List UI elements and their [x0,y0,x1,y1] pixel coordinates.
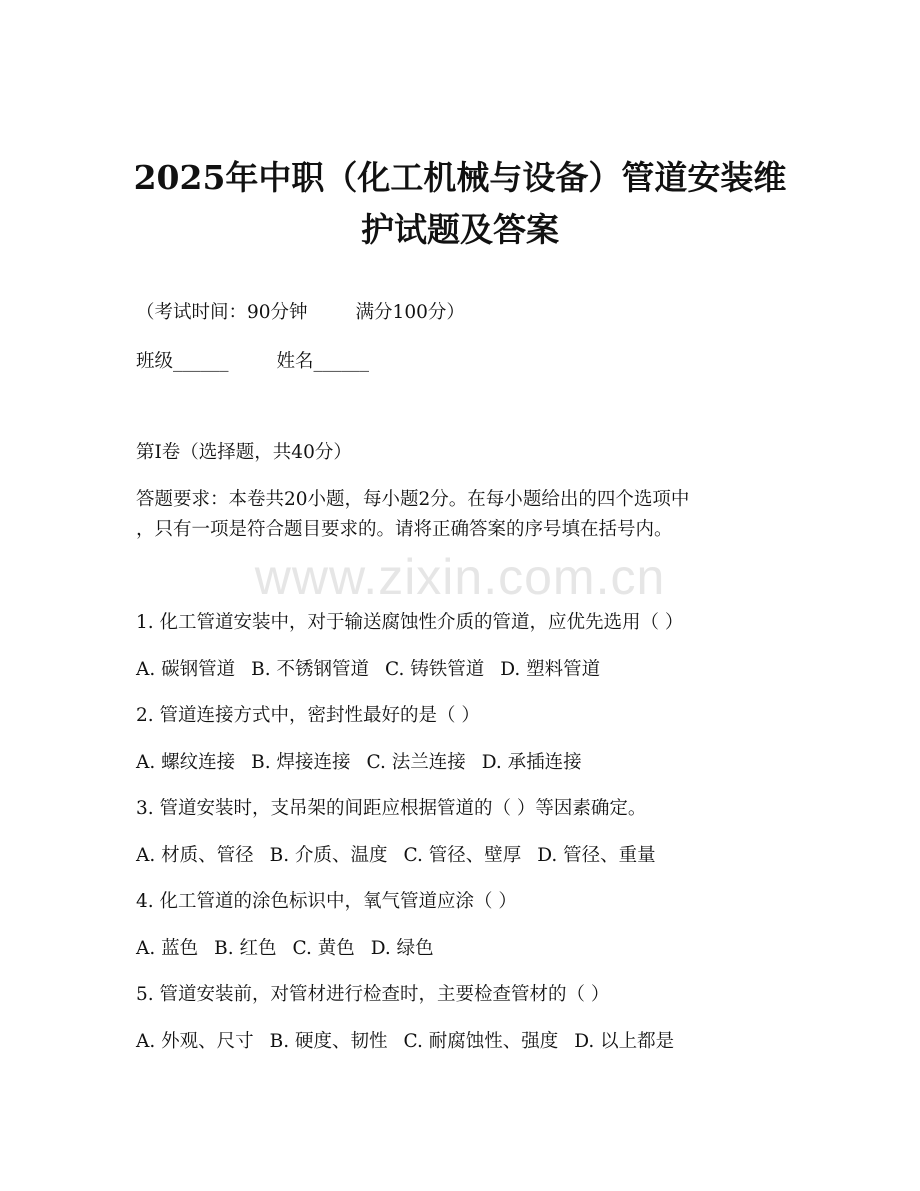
watermark: www.zixin.com.cn [254,549,666,605]
option-d: D. 承插连接 [481,752,582,773]
option-c: C. 黄色 [292,938,355,959]
option-b: B. 介质、温度 [269,845,388,866]
title-line-2: 护试题及答案 [361,210,559,249]
question-stem: 3. 管道安装时，支吊架的间距应根据管道的（ ）等因素确定。 [136,798,647,819]
option-a: A. 材质、管径 [136,845,254,866]
name-field: 姓名______ [276,351,370,372]
option-a: A. 碳钢管道 [136,659,236,680]
exam-info [136,300,465,326]
question-stem: 4. 化工管道的涂色标识中，氧气管道应涂（ ） [136,891,517,912]
question-stem: 1. 化工管道安装中，对于输送腐蚀性介质的管道，应优先选用（ ） [136,612,684,633]
instructions-line-2: ，只有一项是符合题目要求的。请将正确答案的序号填在括号内。 [136,519,673,540]
option-a: A. 蓝色 [136,938,199,959]
option-c: C. 管径、壁厚 [403,845,522,866]
option-b: B. 不锈钢管道 [251,659,369,680]
option-d: D. 绿色 [370,938,434,959]
student-info [136,349,369,375]
option-c: C. 法兰连接 [366,752,466,773]
question-options [136,843,656,869]
question-options [136,1029,674,1055]
question-options [136,936,434,962]
option-a: A. 螺纹连接 [136,752,236,773]
question-options [136,750,582,776]
option-c: C. 铸铁管道 [384,659,485,680]
option-d: D. 以上都是 [574,1031,675,1052]
document-title [60,152,860,256]
option-a: A. 外观、尺寸 [136,1031,254,1052]
class-field: 班级______ [136,351,229,372]
option-b: B. 红色 [214,938,277,959]
option-d: D. 管径、重量 [537,845,656,866]
exam-score: 满分100分） [355,302,465,323]
option-b: B. 焊接连接 [251,752,351,773]
exam-time: （考试时间：90分钟 [136,302,308,323]
question-stem: 2. 管道连接方式中，密封性最好的是（ ） [136,705,480,726]
option-b: B. 硬度、韧性 [269,1031,388,1052]
question-stem: 5. 管道安装前，对管材进行检查时，主要检查管材的（ ） [136,984,610,1005]
option-c: C. 耐腐蚀性、强度 [403,1031,559,1052]
title-line-1: 2025年中职（化工机械与设备）管道安装维 [133,158,787,197]
section-heading: 第I卷（选择题，共40分） [136,442,352,463]
question-options [136,657,600,683]
instructions-line-1: 答题要求：本卷共20小题，每小题2分。在每小题给出的四个选项中 [136,489,690,510]
option-d: D. 塑料管道 [500,659,601,680]
